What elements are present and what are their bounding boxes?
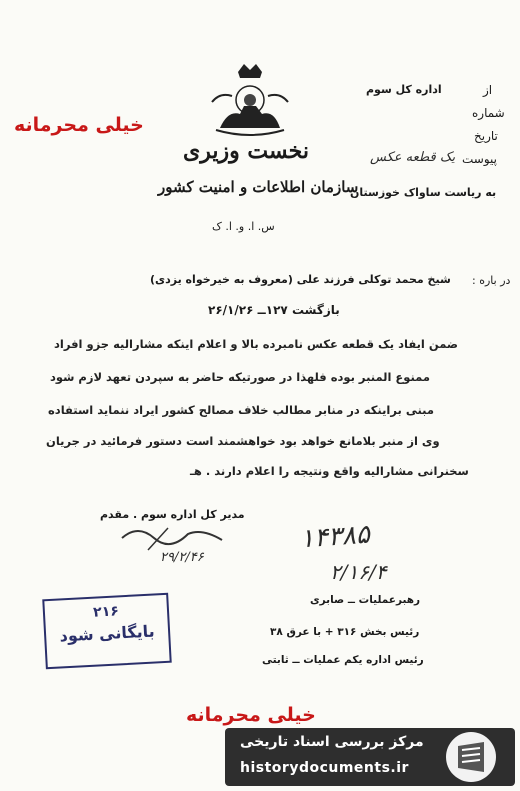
routing-line-3: رئیس اداره یکم عملیات ــ ثابتی [262, 654, 424, 666]
signature-date: ۲۹/۲/۴۶ [160, 550, 204, 565]
field-from-label: از [483, 83, 493, 97]
routing-line-2: رئیس بخش ۳۱۶ + با عرق ۳۸ [270, 626, 420, 638]
field-to: به ریاست ساواک خوزستان [350, 186, 497, 199]
field-date-label: تاریخ [474, 129, 498, 143]
watermark-title: مرکز بررسی اسناد تاریخی [240, 734, 424, 750]
body-line-5: سخنرانی مشارالیه واقع ونتیجه را اعلام دارند . هـ [190, 464, 469, 478]
handwritten-date: ۲/۱۶/۴ [330, 560, 387, 584]
letterhead-org: سازمان اطلاعات و امنیت کشور [158, 178, 359, 196]
field-from-value: اداره کل سوم [366, 83, 442, 96]
subject-reference: بازگشت ۱۲۷ــ ۲۶/۱/۲۶ [208, 303, 340, 317]
body-line-3: مبنی براینکه در منابر مطالب خلاف مصالح کشور ایراد ننماید استفاده [48, 403, 434, 417]
subject-label: در باره : [472, 274, 511, 287]
field-number-label: شماره [472, 106, 505, 120]
stamp-number: ۲۱۶ [92, 603, 120, 621]
routing-line-1: رهبرعملیات ــ صابری [310, 594, 421, 606]
letterhead-code: س. ا. و. ا. ک [212, 220, 275, 233]
letterhead-title: نخست وزیری [183, 138, 309, 164]
signature-title: مدیر کل اداره سوم . مقدم [100, 508, 245, 521]
handwritten-number: ۱۴۳۸۵ [299, 519, 371, 555]
subject-text: شیخ محمد توکلی فرزند علی (معروف به خیرخواه یزدی) [150, 273, 451, 286]
lion-and-sun-emblem [210, 62, 290, 140]
field-attach-value: یک قطعه عکس [370, 150, 456, 165]
watermark-url: historydocuments.ir [240, 760, 409, 776]
stamp-text: بایگانی شود [59, 621, 156, 646]
body-line-1: ضمن ایفاد یک قطعه عکس نامبرده بالا و اعلام اینکه مشارالیه جزو افراد [54, 337, 459, 351]
classification-top: خیلی محرمانه [14, 114, 144, 136]
archive-logo-icon [446, 732, 496, 782]
body-line-4: وی از منبر بلامانع خواهد بود خواهشمند است دستور فرمائید در جریان [46, 434, 440, 448]
field-attach-label: پیوست [462, 152, 497, 166]
classification-bottom: خیلی محرمانه [186, 704, 316, 726]
body-line-2: ممنوع المنبر بوده فلهذا در صورتیکه حاضر به سپردن تعهد لازم شود [50, 370, 431, 384]
archive-stamp [42, 593, 171, 669]
